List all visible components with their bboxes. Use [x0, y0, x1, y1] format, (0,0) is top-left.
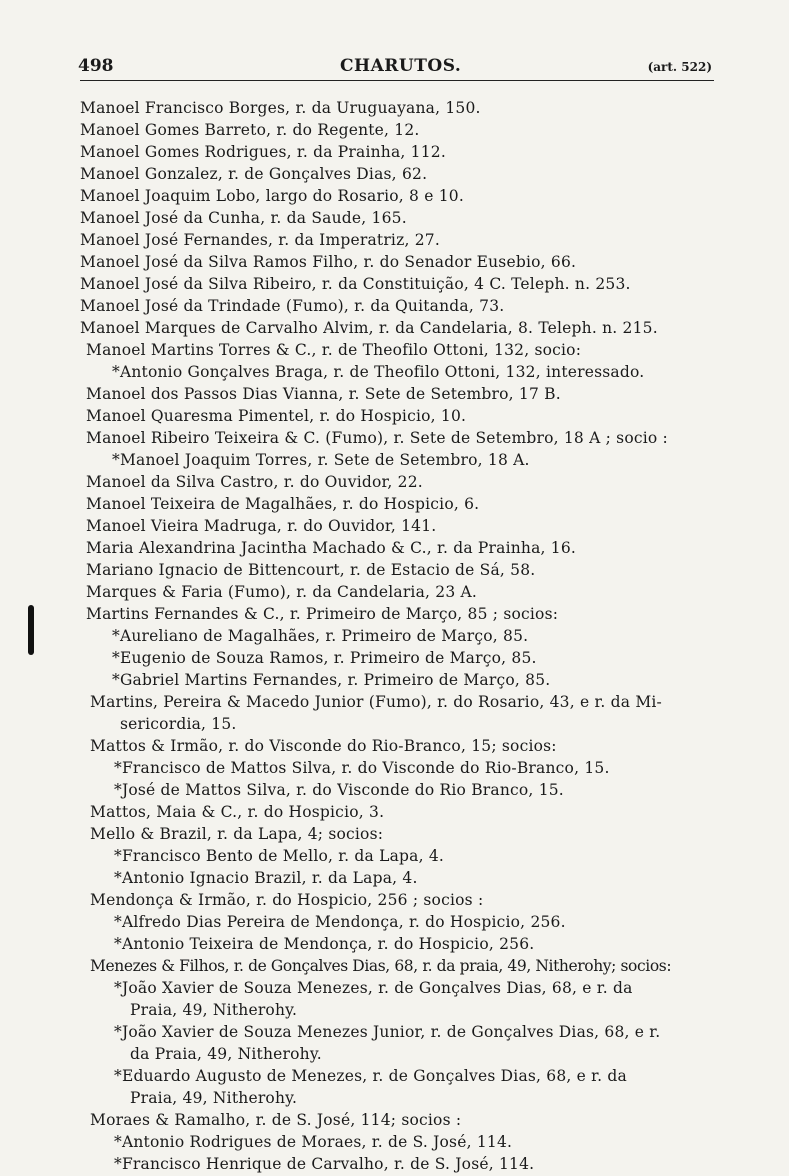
entry-line: Martins Fernandes & C., r. Primeiro de Março, 85 ; socios: — [86, 605, 559, 623]
entry-line: Manoel Vieira Madruga, r. do Ouvidor, 141. — [86, 517, 437, 535]
entry-line: Manoel Ribeiro Teixeira & C. (Fumo), r. Sete de Setembro, 18 A ; socio : — [86, 429, 668, 447]
entry-line: Praia, 49, Nitherohy. — [130, 1089, 298, 1107]
entry-line: Manoel Francisco Borges, r. da Uruguayana, 150. — [80, 99, 481, 117]
entry-line: *Gabriel Martins Fernandes, r. Primeiro de Março, 85. — [112, 671, 551, 689]
entry-line: Manoel da Silva Castro, r. do Ouvidor, 22. — [86, 473, 423, 491]
page-header — [78, 56, 718, 82]
entry-line: *Francisco Bento de Mello, r. da Lapa, 4. — [114, 847, 445, 865]
entry-line: Mariano Ignacio de Bittencourt, r. de Estacio de Sá, 58. — [86, 561, 536, 579]
entry-line: *Francisco de Mattos Silva, r. do Visconde do Rio-Branco, 15. — [114, 759, 610, 777]
entry-line: Manoel José da Silva Ribeiro, r. da Constituição, 4 C. Teleph. n. 253. — [80, 275, 631, 293]
entry-line: Manoel José Fernandes, r. da Imperatriz, 27. — [80, 231, 440, 249]
entry-line: *Antonio Gonçalves Braga, r. de Theofilo Ottoni, 132, interessado. — [112, 363, 645, 381]
entry-line: Menezes & Filhos, r. de Gonçalves Dias, 68, r. da praia, 49, Nitherohy; socios: — [90, 957, 672, 975]
entry-line: Manoel Quaresma Pimentel, r. do Hospicio, 10. — [86, 407, 467, 425]
entry-line: Mattos, Maia & C., r. do Hospicio, 3. — [90, 803, 385, 821]
entry-line: Manoel Gomes Rodrigues, r. da Prainha, 112. — [80, 143, 446, 161]
entry-line: *Antonio Rodrigues de Moraes, r. de S. José, 114. — [114, 1133, 513, 1151]
entry-line: Praia, 49, Nitherohy. — [130, 1001, 298, 1019]
entry-line: Marques & Faria (Fumo), r. da Candelaria, 23 A. — [86, 583, 478, 601]
entry-line: Manoel Martins Torres & C., r. de Theofilo Ottoni, 132, socio: — [86, 341, 582, 359]
entry-line: Mello & Brazil, r. da Lapa, 4; socios: — [90, 825, 384, 843]
page-title: CHARUTOS. — [340, 56, 462, 76]
entry-line: Manoel José da Trindade (Fumo), r. da Quitanda, 73. — [80, 297, 505, 315]
entry-line: *Francisco Henrique de Carvalho, r. de S. José, 114. — [114, 1155, 535, 1173]
entry-line: da Praia, 49, Nitherohy. — [130, 1045, 322, 1063]
entry-line: *Aureliano de Magalhães, r. Primeiro de Março, 85. — [112, 627, 529, 645]
entry-line: Manoel José da Silva Ramos Filho, r. do Senador Eusebio, 66. — [80, 253, 577, 271]
entry-line: Manoel Gonzalez, r. de Gonçalves Dias, 62. — [80, 165, 428, 183]
entry-line: *Antonio Teixeira de Mendonça, r. do Hospicio, 256. — [114, 935, 535, 953]
margin-mark — [28, 605, 34, 655]
entry-line: Manoel Joaquim Lobo, largo do Rosario, 8 e 10. — [80, 187, 464, 205]
header-rule — [80, 80, 714, 81]
entry-line: Manoel dos Passos Dias Vianna, r. Sete de Setembro, 17 B. — [86, 385, 561, 403]
entry-line: Manoel Marques de Carvalho Alvim, r. da Candelaria, 8. Teleph. n. 215. — [80, 319, 658, 337]
entry-line: sericordia, 15. — [120, 715, 237, 733]
entry-line: *Eduardo Augusto de Menezes, r. de Gonçalves Dias, 68, e r. da — [114, 1067, 627, 1085]
entry-line: Martins, Pereira & Macedo Junior (Fumo), r. do Rosario, 43, e r. da Mi- — [90, 693, 662, 711]
entry-line: Maria Alexandrina Jacintha Machado & C., r. da Prainha, 16. — [86, 539, 577, 557]
entry-line: *João Xavier de Souza Menezes, r. de Gonçalves Dias, 68, e r. da — [114, 979, 633, 997]
entry-line: Manoel José da Cunha, r. da Saude, 165. — [80, 209, 407, 227]
entry-line: *Antonio Ignacio Brazil, r. da Lapa, 4. — [114, 869, 418, 887]
page-number: 498 — [78, 56, 114, 76]
entry-line: Manoel Gomes Barreto, r. do Regente, 12. — [80, 121, 420, 139]
entry-line: Moraes & Ramalho, r. de S. José, 114; socios : — [90, 1111, 462, 1129]
entry-line: *José de Mattos Silva, r. do Visconde do Rio Branco, 15. — [114, 781, 564, 799]
entry-line: *João Xavier de Souza Menezes Junior, r. de Gonçalves Dias, 68, e r. — [114, 1023, 661, 1041]
entry-line: Manoel Teixeira de Magalhães, r. do Hospicio, 6. — [86, 495, 480, 513]
entry-line: *Manoel Joaquim Torres, r. Sete de Setembro, 18 A. — [112, 451, 530, 469]
entry-line: *Eugenio de Souza Ramos, r. Primeiro de Março, 85. — [112, 649, 537, 667]
entry-line: *Alfredo Dias Pereira de Mendonça, r. do Hospicio, 256. — [114, 913, 566, 931]
article-reference: (art. 522) — [647, 60, 712, 74]
entry-line: Mendonça & Irmão, r. do Hospicio, 256 ; socios : — [90, 891, 484, 909]
entry-line: Mattos & Irmão, r. do Visconde do Rio-Branco, 15; socios: — [90, 737, 557, 755]
